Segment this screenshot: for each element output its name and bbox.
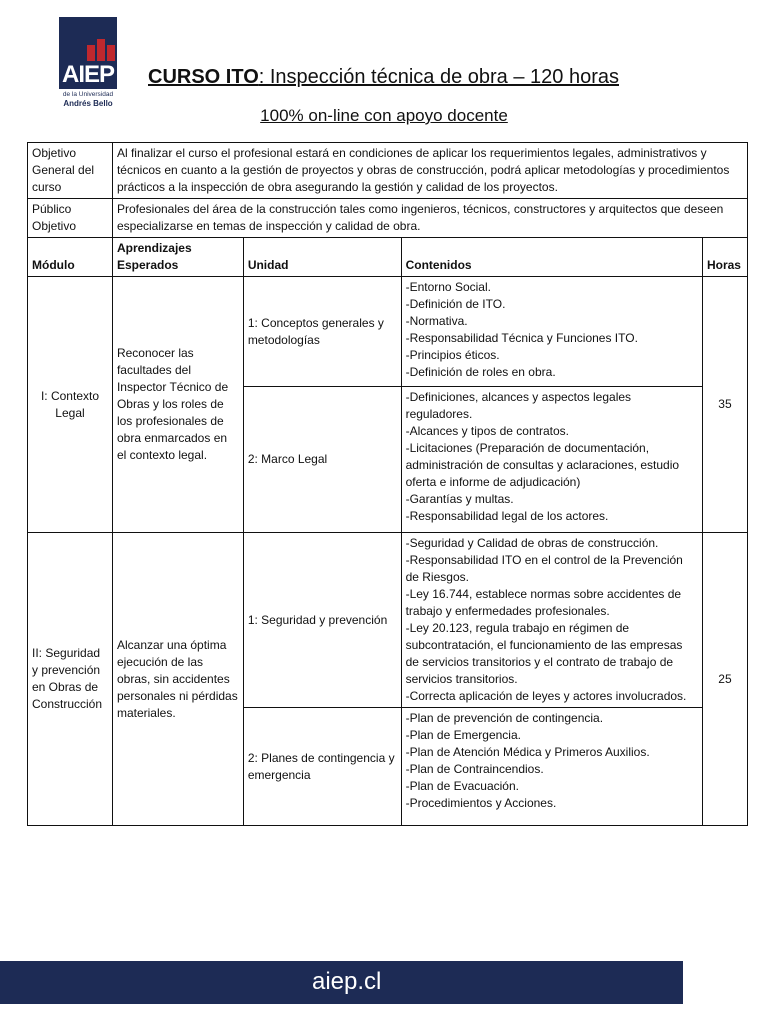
module-aprendizaje: Alcanzar una óptima ejecución de las obras, sin accidentes personales ni pérdidas materiales. bbox=[112, 533, 243, 826]
content-item: -Entorno Social. bbox=[405, 280, 491, 294]
content-item: -Plan de prevención de contingencia. bbox=[405, 711, 604, 725]
footer-link[interactable]: aiep.cl bbox=[312, 968, 382, 995]
aiep-logo bbox=[59, 17, 117, 109]
logo-subtitle-university: Andrés Bello bbox=[63, 99, 113, 108]
header-horas: Horas bbox=[702, 238, 747, 277]
content-item: -Responsabilidad Técnica y Funciones ITO. bbox=[405, 331, 638, 345]
logo-block bbox=[59, 17, 117, 89]
header-aprendizajes: Aprendizajes Esperados bbox=[112, 238, 243, 277]
content-item: -Normativa. bbox=[405, 314, 468, 328]
unit-name: 2: Marco Legal bbox=[243, 387, 401, 533]
module-name: I: Contexto Legal bbox=[28, 277, 113, 533]
header-modulo: Módulo bbox=[28, 238, 113, 277]
title-bold: CURSO ITO bbox=[148, 66, 259, 88]
content-item: -Plan de Evacuación. bbox=[405, 779, 519, 793]
content-item: -Garantías y multas. bbox=[405, 492, 514, 506]
content-item: -Ley 16.744, establece normas sobre accidentes de trabajo y enfermedades profesionales. bbox=[405, 587, 682, 618]
content-item: -Definiciones, alcances y aspectos legales reguladores. bbox=[405, 390, 632, 421]
page-subtitle: 100% on-line con apoyo docente bbox=[260, 106, 508, 125]
publico-row bbox=[28, 199, 748, 238]
unit-contents bbox=[401, 277, 702, 387]
module-name: II: Seguridad y prevención en Obras de Construcción bbox=[28, 533, 113, 826]
content-item: -Correcta aplicación de leyes y actores involucrados. bbox=[405, 689, 687, 703]
logo-text: AIEP bbox=[62, 61, 115, 88]
module-aprendizaje: Reconocer las facultades del Inspector Técnico de Obras y los roles de los profesionales de obra enmarcados en el contexto legal. bbox=[112, 277, 243, 533]
module-horas: 35 bbox=[702, 277, 747, 533]
header-unidad: Unidad bbox=[243, 238, 401, 277]
content-item: -Seguridad y Calidad de obras de construcción. bbox=[405, 536, 659, 550]
content-item: -Alcances y tipos de contratos. bbox=[405, 424, 569, 438]
content-item: -Definición de ITO. bbox=[405, 297, 506, 311]
content-item: -Licitaciones (Preparación de documentación, administración de consultas y aclaraciones, estudio oferta e informe de adjudicación) bbox=[405, 441, 680, 489]
publico-label: Público Objetivo bbox=[28, 199, 113, 238]
logo-subtitle: de la Universidad bbox=[62, 91, 114, 98]
page-title bbox=[148, 66, 619, 89]
content-item: -Plan de Atención Médica y Primeros Auxilios. bbox=[405, 745, 650, 759]
content-item: -Principios éticos. bbox=[405, 348, 500, 362]
footer-bar bbox=[0, 961, 683, 1004]
objetivo-row bbox=[28, 143, 748, 199]
content-item: -Plan de Contraincendios. bbox=[405, 762, 544, 776]
content-item: -Plan de Emergencia. bbox=[405, 728, 521, 742]
objetivo-text: Al finalizar el curso el profesional estará en condiciones de aplicar los requerimientos legales, administrativos y técnicos en cuanto a la gestión de proyectos y obras de construcción, podrá aplicar metodologías y procedimientos prácticos a la inspección de obra asegurando la gestión y calidad de los proyectos. bbox=[112, 143, 747, 199]
header-contenidos: Contenidos bbox=[401, 238, 702, 277]
unit-contents bbox=[401, 533, 702, 708]
title-rest: : Inspección técnica de obra – 120 horas bbox=[258, 66, 619, 88]
unit-name: 2: Planes de contingencia y emergencia bbox=[243, 708, 401, 826]
content-item: -Responsabilidad ITO en el control de la Prevención de Riesgos. bbox=[405, 553, 683, 584]
module-horas: 25 bbox=[702, 533, 747, 826]
content-item: -Responsabilidad legal de los actores. bbox=[405, 509, 609, 523]
unit-name: 1: Seguridad y prevención bbox=[243, 533, 401, 708]
unit-name: 1: Conceptos generales y metodologías bbox=[243, 277, 401, 387]
objetivo-label: Objetivo General del curso bbox=[28, 143, 113, 199]
content-item: -Procedimientos y Acciones. bbox=[405, 796, 557, 810]
publico-text: Profesionales del área de la construcción tales como ingenieros, técnicos, constructores y arquitectos que deseen especializarse en temas de inspección y calidad de obra. bbox=[112, 199, 747, 238]
module-row bbox=[28, 277, 748, 387]
course-table bbox=[27, 142, 748, 826]
unit-contents bbox=[401, 708, 702, 826]
content-item: -Ley 20.123, regula trabajo en régimen de subcontratación, el funcionamiento de las empresas de servicios transitorios y el contrato de trabajo de servicios transitorios. bbox=[405, 621, 683, 686]
content-item: -Definición de roles en obra. bbox=[405, 365, 556, 379]
header-row bbox=[28, 238, 748, 277]
module-row bbox=[28, 533, 748, 708]
unit-contents bbox=[401, 387, 702, 533]
